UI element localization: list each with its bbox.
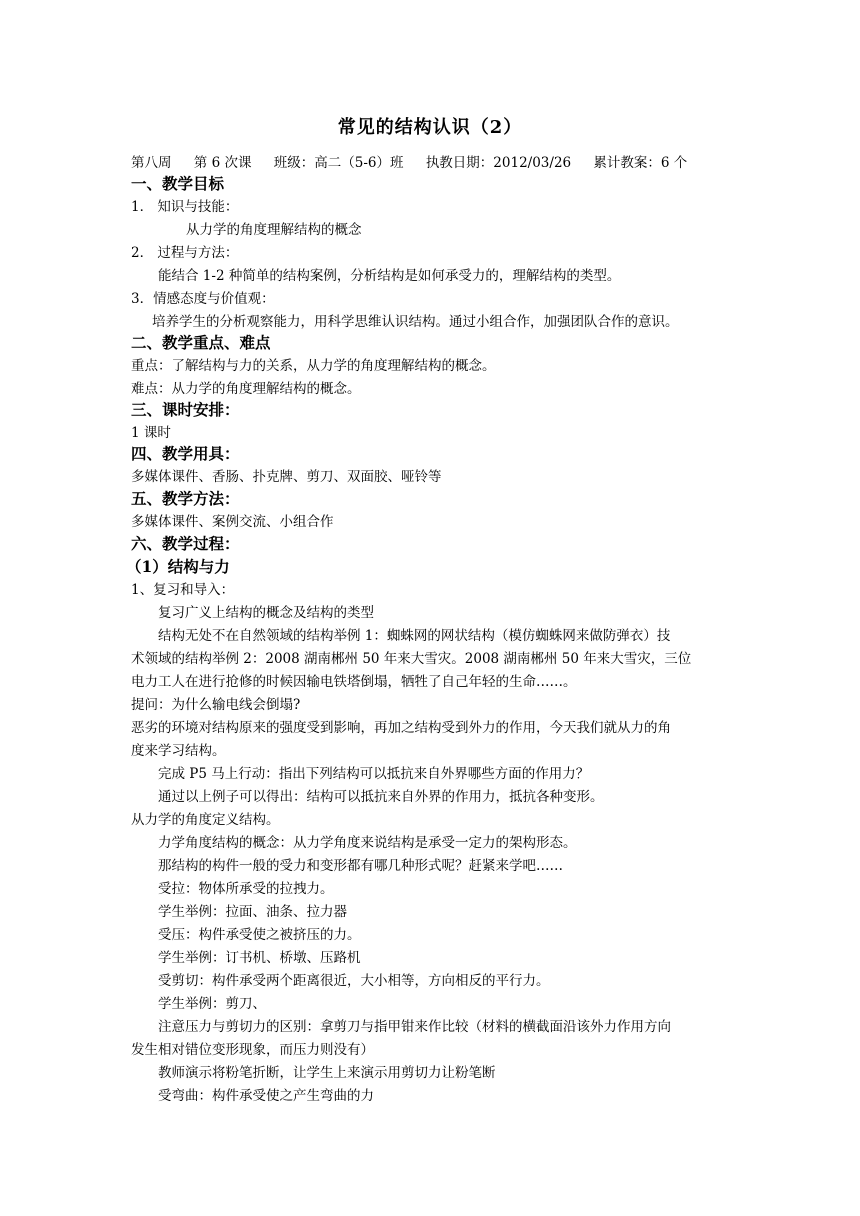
process-line: 受剪切：构件承受两个距离很近，大小相等，方向相反的平行力。 [158, 973, 550, 989]
process-line: 学生举例：拉面、油条、拉力器 [158, 904, 347, 920]
meta-date: 执教日期：2012/03/26 [425, 155, 572, 171]
process-line: 力学角度结构的概念：从力学角度来说结构是承受一定力的架构形态。 [158, 835, 577, 851]
process-line: 那结构的构件一般的受力和变形都有哪几种形式呢？赶紧来学吧…… [158, 858, 563, 874]
process-line: 提问：为什么输电线会倒塌? [131, 697, 301, 713]
meta-lesson: 第 6 次课 [193, 155, 252, 171]
process-line: 发生相对错位变形现象，而压力则没有） [131, 1042, 374, 1058]
process-line: 从力学的角度定义结构。 [131, 812, 280, 828]
process-line: 完成 P5 马上行动：指出下列结构可以抵抗来自外界哪些方面的作用力？ [158, 766, 590, 782]
section-5-heading: 五、教学方法： [131, 489, 240, 508]
section-2-heading: 二、教学重点、难点 [131, 333, 271, 352]
process-line: 结构无处不在自然领域的结构举例 1：蜘蛛网的网状结构（模仿蜘蛛网来做防弹衣）技 [158, 628, 671, 644]
process-line: 注意压力与剪切力的区别：拿剪刀与指甲钳来作比较（材料的横截面沿该外力作用方向 [158, 1019, 671, 1035]
process-line: 受拉：物体所承受的拉拽力。 [158, 881, 334, 897]
process-line: 复习广义上结构的概念及结构的类型 [158, 605, 374, 621]
meta-week: 第八周 [131, 155, 172, 171]
goal-2-label: 2． 过程与方法： [131, 245, 239, 261]
meta-class: 班级：高二（5-6）班 [273, 155, 404, 171]
process-line: 1、复习和导入： [131, 582, 235, 598]
process-line: 受弯曲：构件承受使之产生弯曲的力 [158, 1088, 374, 1104]
goal-3-label: 3．情感态度与价值观： [131, 291, 275, 307]
section-6-heading: 六、教学过程： [131, 534, 240, 553]
subsection-heading: （1）结构与力 [126, 557, 230, 576]
section-3-heading: 三、课时安排： [131, 400, 240, 419]
goal-3-text: 培养学生的分析观察能力，用科学思维认识结构。通过小组合作，加强团队合作的意识。 [152, 314, 679, 330]
process-line: 电力工人在进行抢修的时候因输电铁塔倒塌，牺牲了自己年轻的生命……。 [131, 674, 577, 690]
teaching-methods-text: 多媒体课件、案例交流、小组合作 [131, 514, 334, 530]
key-point-text: 重点：了解结构与力的关系，从力学的角度理解结构的概念。 [131, 358, 496, 374]
teaching-tools-text: 多媒体课件、香肠、扑克牌、剪刀、双面胶、哑铃等 [131, 469, 442, 485]
document-title: 常见的结构认识（2） [337, 117, 523, 138]
section-1-heading: 一、教学目标 [131, 174, 225, 193]
goal-1-text: 从力学的角度理解结构的概念 [186, 222, 362, 238]
process-line: 受压：构件承受使之被挤压的力。 [158, 927, 361, 943]
section-4-heading: 四、教学用具： [131, 444, 240, 463]
meta-count: 累计教案：6 个 [593, 155, 688, 171]
process-line: 术领域的结构举例 2：2008 湖南郴州 50 年来大雪灾。2008 湖南郴州 50 年来大雪灾，三位 [131, 651, 692, 667]
process-line: 通过以上例子可以得出：结构可以抵抗来自外界的作用力，抵抗各种变形。 [158, 789, 604, 805]
difficulty-text: 难点：从力学的角度理解结构的概念。 [131, 381, 361, 397]
goal-2-text: 能结合 1-2 种简单的结构案例，分析结构是如何承受力的，理解结构的类型。 [158, 268, 621, 284]
process-line: 恶劣的环境对结构原来的强度受到影响，再加之结构受到外力的作用，今天我们就从力的角 [131, 720, 671, 736]
process-line: 教师演示将粉笔折断，让学生上来演示用剪切力让粉笔断 [158, 1065, 496, 1081]
goal-1-label: 1． 知识与技能： [131, 199, 239, 215]
class-hours-text: 1 课时 [131, 425, 171, 441]
process-line: 学生举例：剪刀、 [158, 996, 266, 1012]
process-line: 学生举例：订书机、桥墩、压路机 [158, 950, 361, 966]
process-line: 度来学习结构。 [131, 743, 226, 759]
